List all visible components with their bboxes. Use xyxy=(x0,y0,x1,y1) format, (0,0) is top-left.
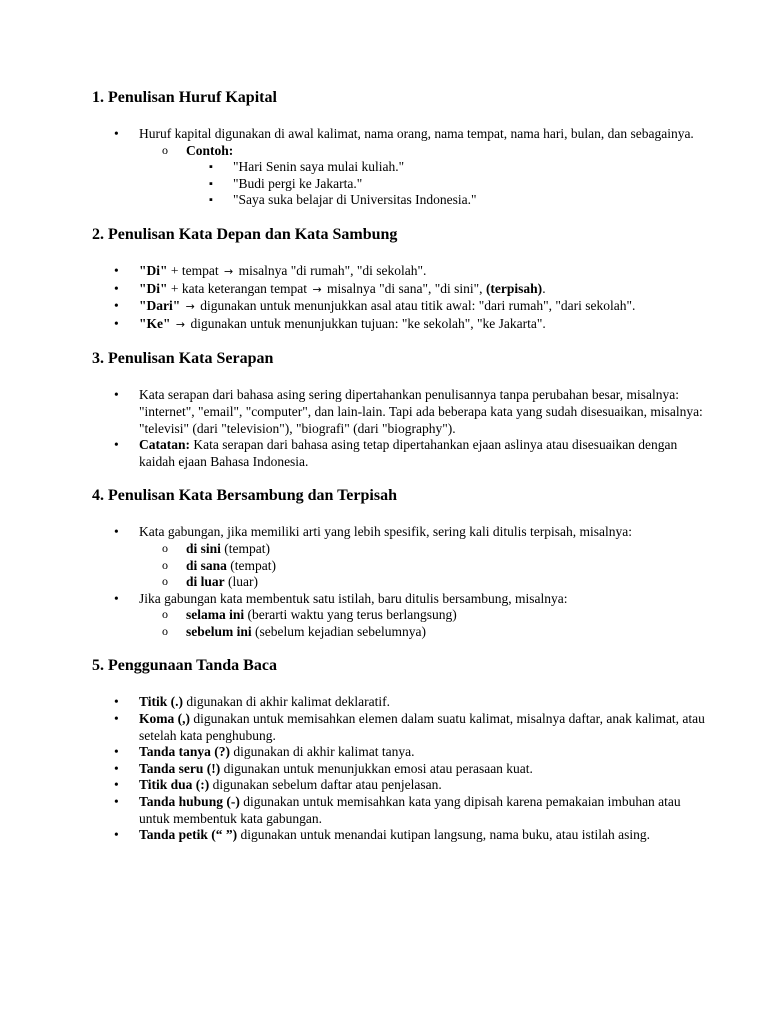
term: Tanda petik (“ ”) xyxy=(139,827,238,843)
term: di luar xyxy=(186,574,225,590)
list-item xyxy=(92,827,708,844)
item-text: digunakan untuk memisahkan elemen dalam suatu kalimat, misalnya daftar, anak kalimat, atau setelah kata penghubung. xyxy=(139,711,705,743)
section-tanda-baca xyxy=(92,656,708,843)
section-title: 2. Penulisan Kata Depan dan Kata Sambung xyxy=(92,225,398,243)
example-item: ▪ "Saya suka belajar di Universitas Indonesia." xyxy=(186,192,708,209)
sub-item xyxy=(139,541,708,558)
item-text: digunakan untuk menunjukkan asal atau titik awal: "dari rumah", "dari sekolah". xyxy=(196,298,636,314)
item-text: + tempat xyxy=(167,262,222,278)
term: Koma (,) xyxy=(139,711,190,727)
section-title: 1. Penulisan Huruf Kapital xyxy=(92,89,277,106)
term: "Di" xyxy=(139,280,168,296)
item-text: (sebelum kejadian sebelumnya) xyxy=(251,623,426,639)
section-title: 5. Penggunaan Tanda Baca xyxy=(92,657,277,675)
item-text: (tempat) xyxy=(220,540,271,556)
section-kata-serapan xyxy=(92,349,708,470)
sub-list xyxy=(139,607,708,640)
term: Catatan: xyxy=(139,437,190,453)
list-item xyxy=(92,591,708,641)
term: Titik dua (:) xyxy=(139,777,210,793)
term: Tanda seru (!) xyxy=(139,760,221,776)
item-text: Huruf kapital digunakan di awal kalimat, nama orang, nama tempat, nama hari, bulan, dan sebagainya. xyxy=(139,126,694,141)
item-text: digunakan untuk menandai kutipan langsung, nama buku, atau istilah asing. xyxy=(237,827,650,843)
list-item xyxy=(92,524,708,590)
bullet-list xyxy=(92,694,708,843)
list-item xyxy=(92,263,708,281)
item-text: misalnya "di sana", "di sini", xyxy=(323,280,486,296)
term: di sana xyxy=(186,557,227,573)
section-kata-depan xyxy=(92,225,708,333)
item-text: + kata keterangan tempat xyxy=(167,280,311,296)
arrow-icon: → xyxy=(312,282,322,296)
item-text: misalnya "di rumah", "di sekolah". xyxy=(235,262,427,278)
arrow-icon: → xyxy=(175,317,186,331)
item-text: (berarti waktu yang terus berlangsung) xyxy=(244,607,457,623)
item-text: (tempat) xyxy=(226,557,277,573)
bullet-list xyxy=(92,387,708,470)
term: selama ini xyxy=(186,607,245,623)
term: Tanda hubung (-) xyxy=(139,794,240,810)
sub-item xyxy=(139,624,708,641)
example-item: ▪ "Hari Senin saya mulai kuliah." xyxy=(186,159,708,176)
list-item xyxy=(92,437,708,470)
sub-item xyxy=(139,607,708,624)
bullet-list xyxy=(92,263,708,333)
section-bersambung-terpisah xyxy=(92,486,708,640)
list-item: • Kata serapan dari bahasa asing sering dipertahankan penulisannya tanpa perubahan besar, misalnya: "internet", "email", "computer", dan lain-lain. Tapi ada beberapa kata yang sudah disesuaikan, misalnya: "televisi" (dari "television"), "biografi" (dari "biography"). xyxy=(92,387,708,437)
item-text: digunakan sebelum daftar atau penjelasan. xyxy=(209,777,442,793)
example-list xyxy=(186,159,708,209)
section-huruf-kapital xyxy=(92,88,708,209)
list-item xyxy=(92,794,708,827)
term: Titik (.) xyxy=(139,694,184,710)
sub-list xyxy=(139,541,708,591)
contoh-label: Contoh: xyxy=(186,142,234,158)
bullet-list xyxy=(92,524,708,640)
item-text: Kata serapan dari bahasa asing tetap dipertahankan ejaan aslinya atau disesuaikan dengan kaidah ejaan Bahasa Indonesia. xyxy=(139,437,678,469)
item-text: digunakan di akhir kalimat tanya. xyxy=(230,744,415,760)
list-item xyxy=(92,711,708,744)
arrow-icon: → xyxy=(223,264,234,278)
term: "Dari" xyxy=(139,298,181,314)
item-text: Jika gabungan kata membentuk satu istilah, baru ditulis bersambung, misalnya: xyxy=(139,590,568,606)
sub-item xyxy=(139,558,708,575)
term: sebelum ini xyxy=(186,623,252,639)
sub-list xyxy=(139,143,708,209)
section-title: 4. Penulisan Kata Bersambung dan Terpisah xyxy=(92,487,397,505)
term: di sini xyxy=(186,540,221,556)
sub-item xyxy=(139,143,708,209)
list-item xyxy=(92,761,708,778)
item-text: digunakan untuk menunjukkan tujuan: "ke sekolah", "ke Jakarta". xyxy=(187,315,546,331)
sub-item xyxy=(139,574,708,591)
list-item xyxy=(92,744,708,761)
term: "Di" xyxy=(139,262,168,278)
list-item xyxy=(92,298,708,316)
example-item: ▪ "Budi pergi ke Jakarta." xyxy=(186,176,708,193)
list-item xyxy=(92,126,708,209)
item-text: . xyxy=(542,280,546,296)
list-item xyxy=(92,316,708,334)
list-item xyxy=(92,777,708,794)
item-text: digunakan di akhir kalimat deklaratif. xyxy=(183,694,390,710)
term: Tanda tanya (?) xyxy=(139,744,231,760)
arrow-icon: → xyxy=(185,300,195,314)
term: "Ke" xyxy=(139,315,171,331)
list-item xyxy=(92,281,708,299)
item-text: Kata gabungan, jika memiliki arti yang lebih spesifik, sering kali ditulis terpisah, misalnya: xyxy=(139,524,633,540)
list-item xyxy=(92,694,708,711)
item-text: (luar) xyxy=(224,574,258,590)
bullet-list xyxy=(92,126,708,209)
item-text: digunakan untuk memisahkan kata yang dipisah karena pemakaian imbuhan atau untuk membentuk kata gabungan. xyxy=(139,794,681,826)
item-text: digunakan untuk menunjukkan emosi atau perasaan kuat. xyxy=(220,760,533,776)
term: (terpisah) xyxy=(485,280,543,296)
section-title: 3. Penulisan Kata Serapan xyxy=(92,350,274,368)
